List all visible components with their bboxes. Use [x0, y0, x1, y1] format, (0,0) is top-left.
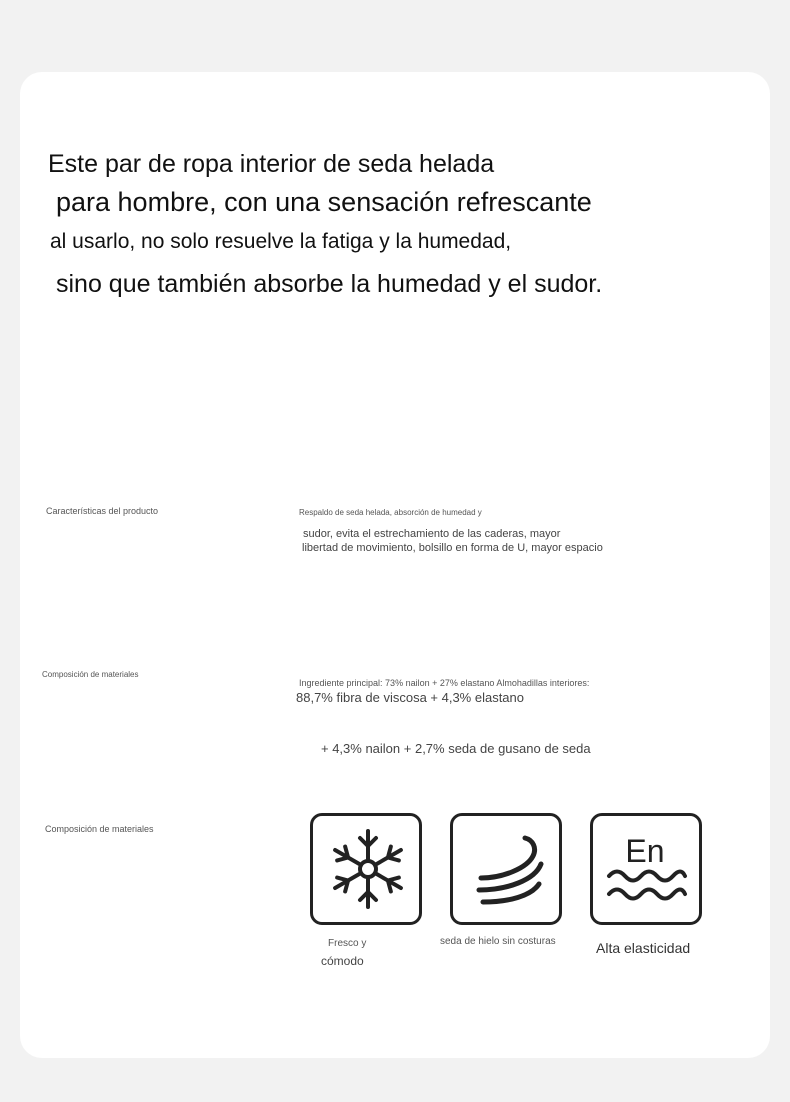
seamless-caption: seda de hielo sin costuras — [440, 936, 556, 947]
icons-section-label: Composición de materiales — [45, 824, 154, 834]
materials-line-3: + 4,3% nailon + 2,7% seda de gusano de seda — [321, 741, 591, 756]
intro-line-1: Este par de ropa interior de seda helada — [48, 150, 495, 178]
features-line-3: libertad de movimiento, bolsillo en forma de U, mayor espacio — [302, 542, 603, 554]
elastic-en-icon — [593, 816, 698, 921]
materials-line-1: Ingrediente principal: 73% nailon + 27% elastano Almohadillas interiores: — [299, 678, 590, 688]
seamless-icon-box — [450, 813, 562, 925]
intro-line-2: para hombre, con una sensación refrescante — [56, 187, 592, 217]
features-line-1: Respaldo de seda helada, absorción de humedad y — [299, 508, 482, 517]
elastic-icon-box — [590, 813, 702, 925]
snowflake-icon-box — [310, 813, 422, 925]
content-card — [20, 72, 770, 1058]
features-line-2: sudor, evita el estrechamiento de las caderas, mayor — [303, 528, 561, 540]
elastic-en-glyph: En — [625, 833, 665, 869]
intro-line-4: sino que también absorbe la humedad y el sudor. — [56, 270, 603, 298]
snowflake-icon — [313, 816, 418, 921]
intro-line-3: al usarlo, no solo resuelve la fatiga y la humedad, — [50, 230, 512, 253]
snowflake-caption-1: Fresco y — [328, 938, 367, 949]
materials-line-2: 88,7% fibra de viscosa + 4,3% elastano — [296, 690, 525, 705]
seamless-lines-icon — [453, 816, 558, 921]
snowflake-caption-2: cómodo — [321, 954, 364, 968]
elastic-caption: Alta elasticidad — [596, 940, 691, 956]
features-label: Características del producto — [46, 506, 159, 516]
materials-label: Composición de materiales — [42, 670, 139, 679]
